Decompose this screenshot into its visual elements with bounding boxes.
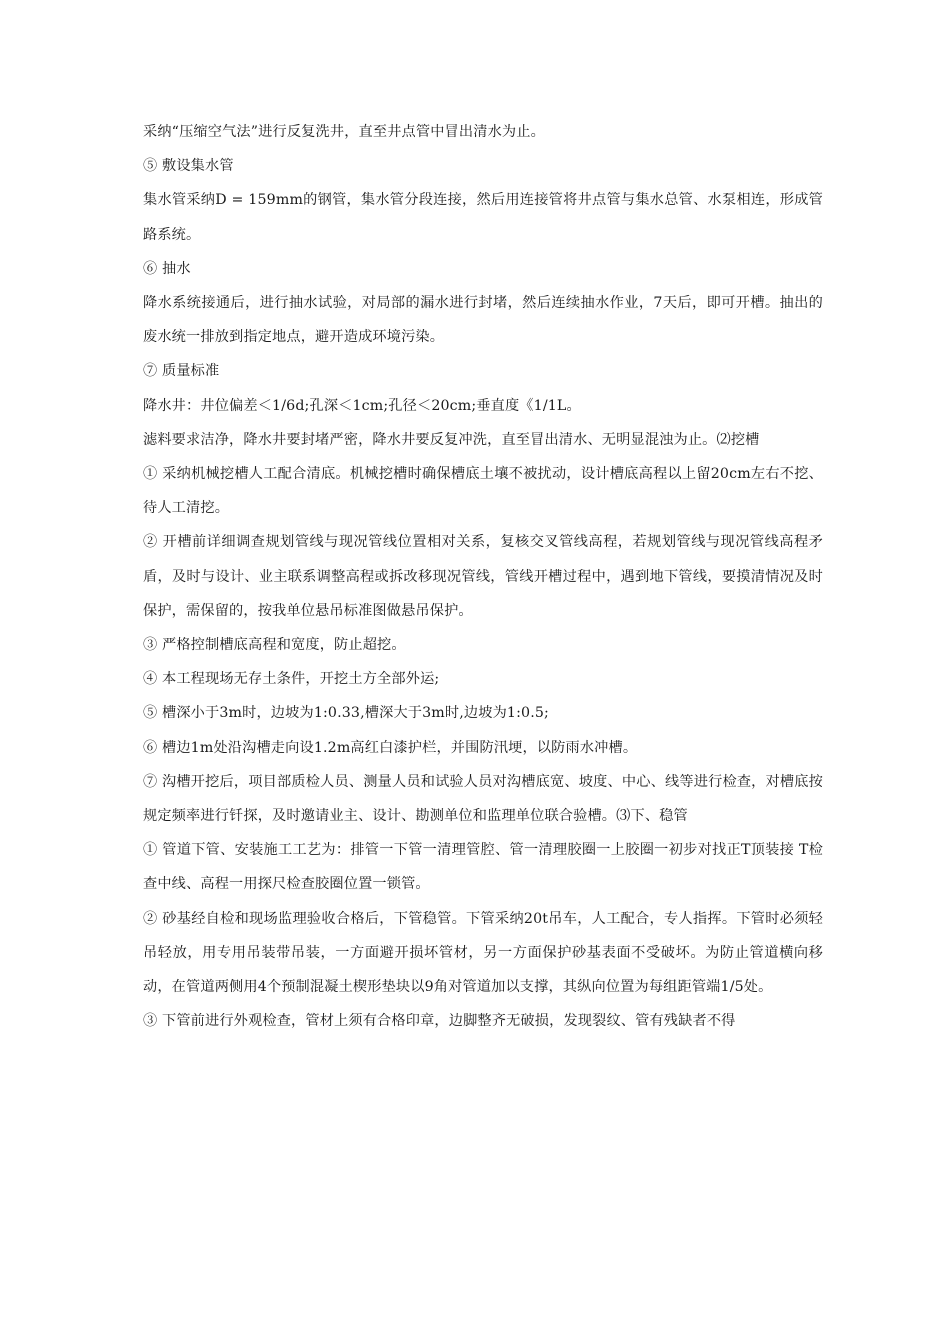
paragraph-pipe-2: ② 砂基经自检和现场监理验收合格后，下管稳管。下管采纳20t吊车，人工配合，专人指挥。下管时必须轻吊轻放，用专用吊装带吊装，一方面避开损坏管材，另一方面保护砂基表面不受破坏。为防止管道横向移动，在管道两侧用4个预制混凝土楔形垫块以9角对管道加以支撑，其纵向位置为每组距管端1/5处。 [143,910,823,996]
paragraph-pumping: 降水系统接通后，进行抽水试验，对局部的漏水进行封堵，然后连续抽水作业，7天后，即可开槽。抽出的废水统一排放到指定地点，避开造成环境污染。 [143,295,823,346]
paragraph-pipe-3: ③ 下管前进行外观检查，管材上须有合格印章，边脚整齐无破损，发现裂纹、管有残缺者不得 [143,1013,736,1030]
paragraph-trench-7: ⑦ 沟槽开挖后，项目部质检人员、测量人员和试验人员对沟槽底宽、坡度、中心、线等进行检查，对槽底按规定频率进行钎探，及时邀请业主、设计、勘测单位和监理单位联合验槽。⑶下、稳管 [143,773,823,825]
document-body [143,115,823,1038]
paragraph-trench-2: ② 开槽前详细调查规划管线与现况管线位置相对关系，复核交叉管线高程，若规划管线与现况管线高程矛盾，及时与设计、业主联系调整高程或拆改移现况管线，管线开槽过程中，遇到地下管线，要摸清情况及时保护，需保留的，按我单位悬吊标准图做悬吊保护。 [143,534,823,619]
heading-lay-collector-pipe: ⑤ 敷设集水管 [143,158,234,175]
paragraph-pipe-1: ① 管道下管、安装施工工艺为：排管一下管一清理管腔、管一清理胶圈一上胶圈一初步对找正T顶装接 T检查中线、高程一用探尺检查胶圈位置一锁管。 [143,842,823,893]
paragraph-trench-4: ④ 本工程现场无存土条件，开挖土方全部外运; [143,671,440,688]
paragraph-collector-pipe: 集水管采纳D = 159mm的钢管，集水管分段连接，然后用连接管将井点管与集水总管、水泵相连，形成管路系统。 [143,192,823,243]
paragraph-dewatering-well: 降水井：井位偏差＜1/6d;孔深＜1cm;孔径＜20cm;垂直度《1/1L。 [143,397,581,414]
heading-pumping: ⑥ 抽水 [143,260,191,277]
paragraph-trench-6: ⑥ 槽边1m处沿沟槽走向设1.2m高红白漆护栏，并围防汛埂，以防雨水冲槽。 [143,739,638,756]
paragraph-trench-5: ⑤ 槽深小于3m时，边坡为1:0.33,槽深大于3m时,边坡为1:0.5; [143,705,549,722]
paragraph-1: 采纳“压缩空气法”进行反复洗井，直至井点管中冒出清水为止。 [143,124,545,140]
paragraph-filter-material: 滤料要求洁净，降水井要封堵严密，降水井要反复冲洗，直至冒出清水、无明显混浊为止。⑵挖槽 [143,431,760,448]
paragraph-trench-3: ③ 严格控制槽底高程和宽度，防止超挖。 [143,637,406,654]
heading-quality-standard: ⑦ 质量标准 [143,363,220,380]
paragraph-trench-1: ① 采纳机械挖槽人工配合清底。机械挖槽时确保槽底土壤不被扰动，设计槽底高程以上留20cm左右不挖、待人工清挖。 [143,466,823,517]
